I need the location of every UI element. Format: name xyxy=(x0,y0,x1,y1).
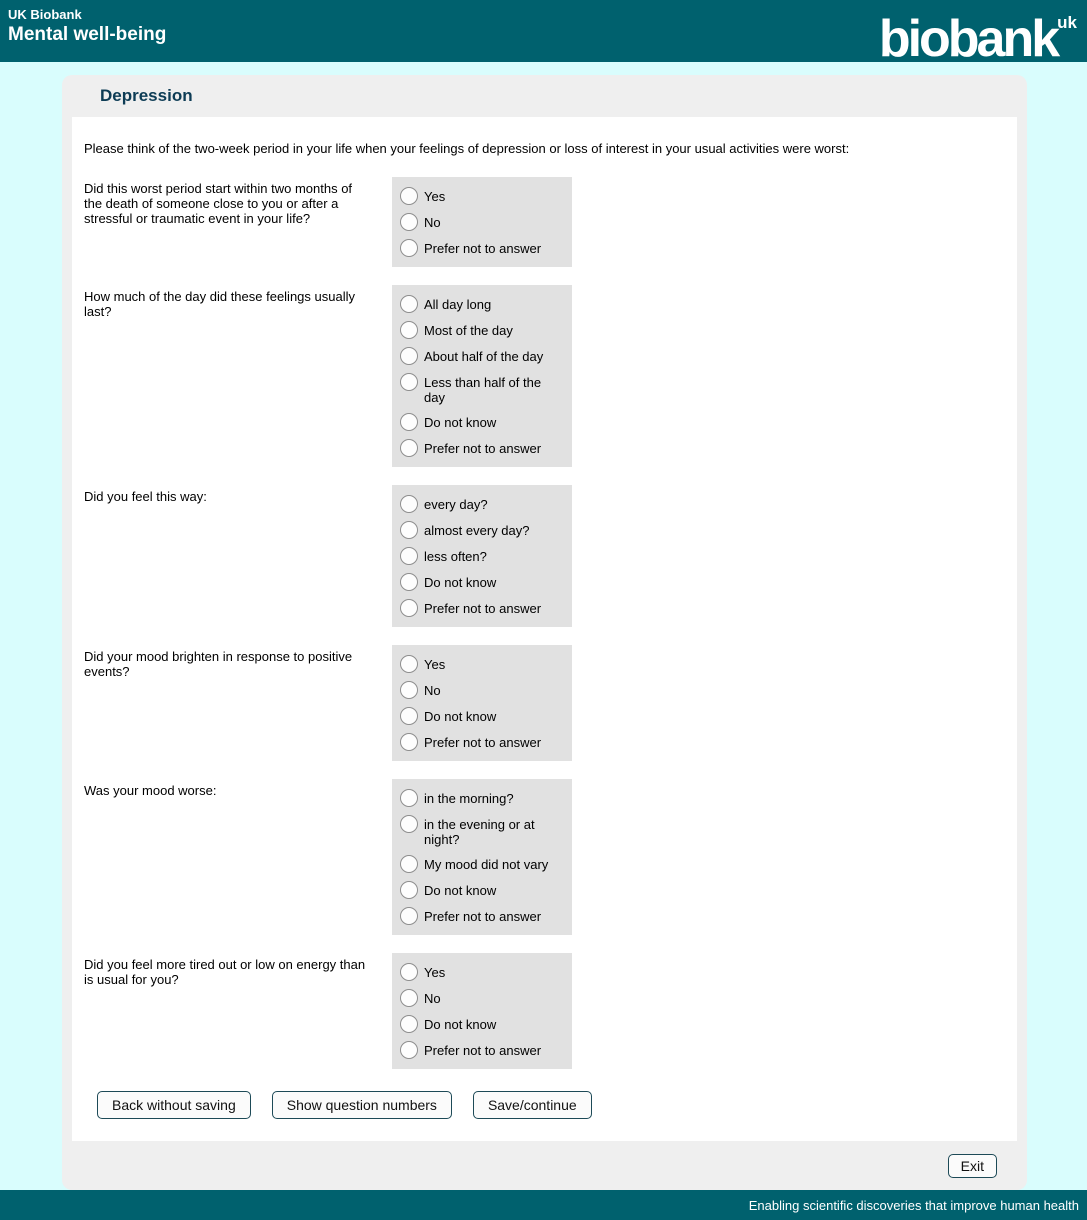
radio-button[interactable] xyxy=(400,347,418,365)
exit-button[interactable]: Exit xyxy=(948,1154,997,1178)
radio-button[interactable] xyxy=(400,681,418,699)
radio-option[interactable] xyxy=(392,729,572,755)
answer-box xyxy=(392,953,572,1069)
radio-option[interactable] xyxy=(392,959,572,985)
radio-label: Yes xyxy=(424,189,446,204)
section-title: Depression xyxy=(100,86,193,105)
radio-button[interactable] xyxy=(400,881,418,899)
radio-option[interactable] xyxy=(392,595,572,621)
biobank-logo xyxy=(878,0,1077,68)
radio-label: Yes xyxy=(424,965,446,980)
radio-option[interactable] xyxy=(392,343,572,369)
radio-button[interactable] xyxy=(400,907,418,925)
app-name: UK Biobank xyxy=(8,7,82,22)
question-row xyxy=(84,779,1005,935)
radio-option[interactable] xyxy=(392,877,572,903)
radio-option[interactable] xyxy=(392,785,572,811)
radio-label: Yes xyxy=(424,657,446,672)
radio-option[interactable] xyxy=(392,369,572,409)
radio-option[interactable] xyxy=(392,409,572,435)
card-content xyxy=(72,117,1017,1141)
radio-label: Do not know xyxy=(424,883,497,898)
radio-option[interactable] xyxy=(392,1011,572,1037)
radio-button[interactable] xyxy=(400,495,418,513)
radio-label: Prefer not to answer xyxy=(424,441,542,456)
radio-option[interactable] xyxy=(392,851,572,877)
radio-option[interactable] xyxy=(392,209,572,235)
page-title: Mental well-being xyxy=(8,24,167,45)
question-text: How much of the day did these feelings usually last? xyxy=(84,289,355,319)
radio-option[interactable] xyxy=(392,435,572,461)
radio-option[interactable] xyxy=(392,677,572,703)
radio-option[interactable] xyxy=(392,517,572,543)
radio-option[interactable] xyxy=(392,985,572,1011)
radio-label: Do not know xyxy=(424,709,497,724)
radio-label: Prefer not to answer xyxy=(424,735,542,750)
radio-button[interactable] xyxy=(400,521,418,539)
radio-label: Prefer not to answer xyxy=(424,909,542,924)
radio-option[interactable] xyxy=(392,491,572,517)
radio-label: About half of the day xyxy=(424,349,544,364)
answer-box xyxy=(392,177,572,267)
radio-option[interactable] xyxy=(392,1037,572,1063)
radio-label: No xyxy=(424,683,441,698)
radio-button[interactable] xyxy=(400,733,418,751)
question-row xyxy=(84,953,1005,1069)
questionnaire-card xyxy=(62,75,1027,1190)
answer-box xyxy=(392,485,572,627)
button-row xyxy=(97,1091,1005,1119)
question-row xyxy=(84,645,1005,761)
radio-button[interactable] xyxy=(400,373,418,391)
radio-button[interactable] xyxy=(400,599,418,617)
radio-button[interactable] xyxy=(400,789,418,807)
radio-button[interactable] xyxy=(400,855,418,873)
radio-label: in the morning? xyxy=(424,791,514,806)
answer-box xyxy=(392,779,572,935)
question-text: Did you feel this way: xyxy=(84,489,207,504)
intro-text: Please think of the two-week period in your life when your feelings of depression or loss of interest in your usual activities were worst: xyxy=(84,141,850,156)
question-text: Was your mood worse: xyxy=(84,783,217,798)
radio-button[interactable] xyxy=(400,547,418,565)
radio-label: All day long xyxy=(424,297,492,312)
radio-button[interactable] xyxy=(400,413,418,431)
main-area xyxy=(0,62,1087,1190)
radio-option[interactable] xyxy=(392,235,572,261)
top-banner xyxy=(0,0,1087,68)
radio-option[interactable] xyxy=(392,183,572,209)
radio-label: No xyxy=(424,991,441,1006)
radio-label: My mood did not vary xyxy=(424,857,549,872)
radio-label: Prefer not to answer xyxy=(424,601,542,616)
radio-button[interactable] xyxy=(400,1015,418,1033)
questions xyxy=(84,177,1005,1069)
radio-button[interactable] xyxy=(400,1041,418,1059)
radio-button[interactable] xyxy=(400,707,418,725)
back-without-saving-button[interactable]: Back without saving xyxy=(97,1091,251,1119)
question-row xyxy=(84,485,1005,627)
bottom-bar xyxy=(0,1190,1087,1220)
question-row xyxy=(84,285,1005,467)
answer-box xyxy=(392,285,572,467)
radio-label: less often? xyxy=(424,549,487,564)
radio-button[interactable] xyxy=(400,295,418,313)
radio-label: Most of the day xyxy=(424,323,513,338)
radio-label: Less than half of the day xyxy=(424,375,542,405)
radio-label: Do not know xyxy=(424,415,497,430)
biobank-logo-uk: uk xyxy=(1057,13,1077,32)
radio-button[interactable] xyxy=(400,213,418,231)
question-text: Did this worst period start within two months of the death of someone close to you or after a stressful or traumatic event in your life? xyxy=(84,181,353,226)
radio-label: in the evening or at night? xyxy=(424,817,535,847)
radio-option[interactable] xyxy=(392,811,572,851)
card-header xyxy=(62,75,1027,117)
radio-label: Prefer not to answer xyxy=(424,1043,542,1058)
question-row xyxy=(84,177,1005,267)
radio-option[interactable] xyxy=(392,703,572,729)
question-text: Did you feel more tired out or low on energy than is usual for you? xyxy=(84,957,366,987)
show-question-numbers-button[interactable]: Show question numbers xyxy=(272,1091,452,1119)
radio-option[interactable] xyxy=(392,543,572,569)
radio-button[interactable] xyxy=(400,573,418,591)
radio-option[interactable] xyxy=(392,317,572,343)
save-continue-button[interactable]: Save/continue xyxy=(473,1091,592,1119)
radio-option[interactable] xyxy=(392,291,572,317)
question-text: Did your mood brighten in response to positive events? xyxy=(84,649,353,679)
radio-option[interactable] xyxy=(392,651,572,677)
radio-label: No xyxy=(424,215,441,230)
radio-option[interactable] xyxy=(392,569,572,595)
card-footer xyxy=(62,1141,1027,1190)
radio-button[interactable] xyxy=(400,439,418,457)
footer-tagline: Enabling scientific discoveries that improve human health xyxy=(748,1197,1079,1213)
radio-button[interactable] xyxy=(400,963,418,981)
radio-button[interactable] xyxy=(400,815,418,833)
radio-button[interactable] xyxy=(400,655,418,673)
biobank-logo-text: biobank xyxy=(878,10,1058,68)
radio-label: Prefer not to answer xyxy=(424,241,542,256)
radio-label: every day? xyxy=(424,497,488,512)
radio-button[interactable] xyxy=(400,187,418,205)
radio-label: Do not know xyxy=(424,575,497,590)
radio-button[interactable] xyxy=(400,239,418,257)
radio-button[interactable] xyxy=(400,321,418,339)
radio-option[interactable] xyxy=(392,903,572,929)
radio-label: almost every day? xyxy=(424,523,530,538)
answer-box xyxy=(392,645,572,761)
radio-button[interactable] xyxy=(400,989,418,1007)
radio-label: Do not know xyxy=(424,1017,497,1032)
